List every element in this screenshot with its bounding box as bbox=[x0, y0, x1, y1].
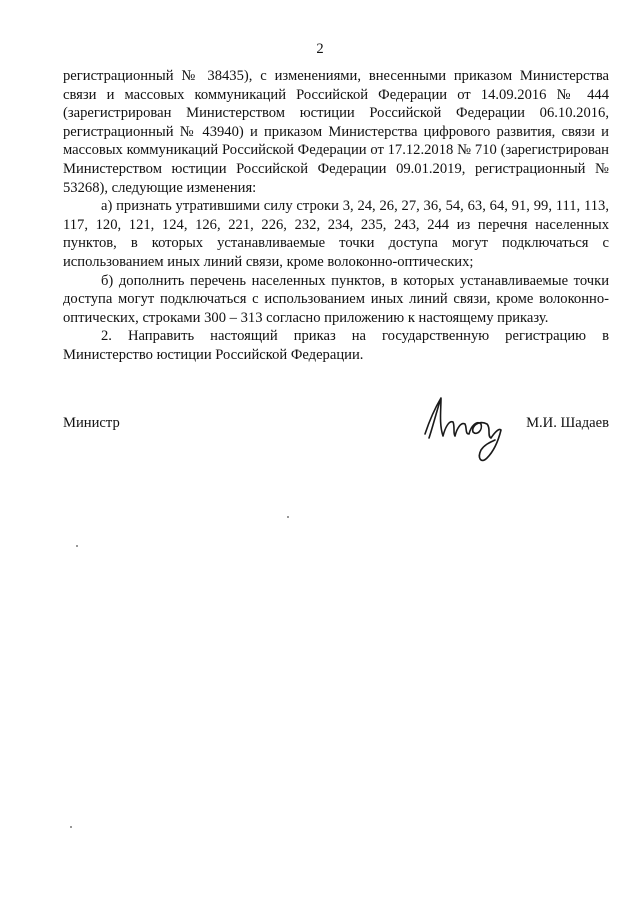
scan-speck bbox=[76, 545, 78, 547]
signatory-name: М.И. Шадаев bbox=[526, 415, 609, 431]
page-number: 2 bbox=[316, 41, 324, 57]
document-body bbox=[63, 67, 609, 365]
paragraph-item-2: 2. Направить настоящий приказ на государственную регистрацию в Министерство юстиции Российской Федерации. bbox=[63, 328, 609, 363]
paragraph-continuation: регистрационный № 38435), с изменениями, внесенными приказом Министерства связи и массовых коммуникаций Российской Федерации от 14.09.2016 № 444 (зарегистрирован Министерством юстиции Российской Федерации 06.10.2016, регистрационный № 43940) и приказом Министерства цифрового развития, связи и массовых коммуникаций Российской Федерации от 17.12.2018 № 710 (зарегистрирован Министерством юстиции Российской Федерации 09.01.2019, регистрационный № 53268), следующие изменения: bbox=[63, 68, 609, 196]
signatory-title: Министр bbox=[63, 415, 120, 431]
handwritten-signature bbox=[407, 392, 507, 472]
paragraph-item-a: а) признать утратившими силу строки 3, 24, 26, 27, 36, 54, 63, 64, 91, 99, 111, 113, 117, 120, 121, 124, 126, 221, 226, 232, 234, 235, 243, 244 из перечня населенных пунктов, в которых устанавливаемые точки доступа могут подключаться с использованием иных линий связи, кроме волоконно-оптических; bbox=[63, 198, 609, 270]
scan-speck bbox=[287, 516, 289, 518]
signature-block bbox=[63, 414, 609, 474]
scan-speck bbox=[70, 826, 72, 828]
paragraph-item-b: б) дополнить перечень населенных пунктов, в которых устанавливаемые точки доступа могут подключаться с использованием иных линий связи, кроме волоконно-оптических, строками 300 – 313 согласно приложению к настоящему приказу. bbox=[63, 272, 609, 326]
